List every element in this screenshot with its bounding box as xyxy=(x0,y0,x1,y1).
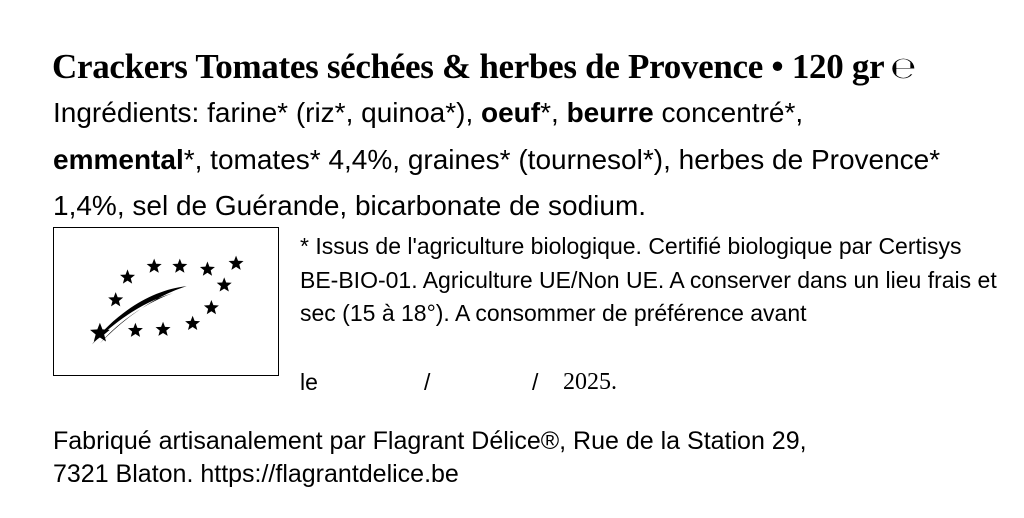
date-separator: / xyxy=(532,369,539,395)
manufacturer-info xyxy=(53,425,1013,491)
eu-organic-leaf-icon xyxy=(53,227,279,376)
manufacturer-address: Fabriqué artisanalement par Flagrant Délice®, Rue de la Station 29, xyxy=(53,427,807,455)
estimated-sign-icon: ℮ xyxy=(890,51,916,86)
product-title-text: Crackers Tomates séchées & herbes de Provence • 120 gr xyxy=(52,47,885,86)
best-before-year: 2025. xyxy=(563,369,617,395)
date-separator: / xyxy=(424,369,431,395)
allergen-egg: oeuf xyxy=(481,97,541,128)
ingredients-text-2: *, xyxy=(540,97,567,128)
allergen-butter: beurre xyxy=(566,97,654,128)
product-title xyxy=(52,44,1012,92)
best-before-prefix: le xyxy=(300,369,318,395)
ingredients-text-4: *, tomates* 4,4%, graines* (tournesol*), herbes de Provence* 1,4%, sel de Guérande, bicarbonate de sodium. xyxy=(53,143,941,221)
ingredients-text-3: concentré*, xyxy=(653,97,804,128)
best-before-date-line xyxy=(300,366,617,399)
allergen-cheese: emmental xyxy=(53,143,184,175)
manufacturer-city-website: 7321 Blaton. https://flagrantdelice.be xyxy=(53,460,459,488)
ingredients-text-1: Ingrédients: farine* (riz*, quinoa*), xyxy=(53,97,481,128)
organic-certification-note: * Issus de l'agriculture biologique. Certifié biologique par Certisys BE-BIO-01. Agriculture UE/Non UE. A conserver dans un lieu frais et sec (15 à 18°). A consommer de préférence avant xyxy=(300,233,997,326)
ingredients-list xyxy=(53,90,993,230)
